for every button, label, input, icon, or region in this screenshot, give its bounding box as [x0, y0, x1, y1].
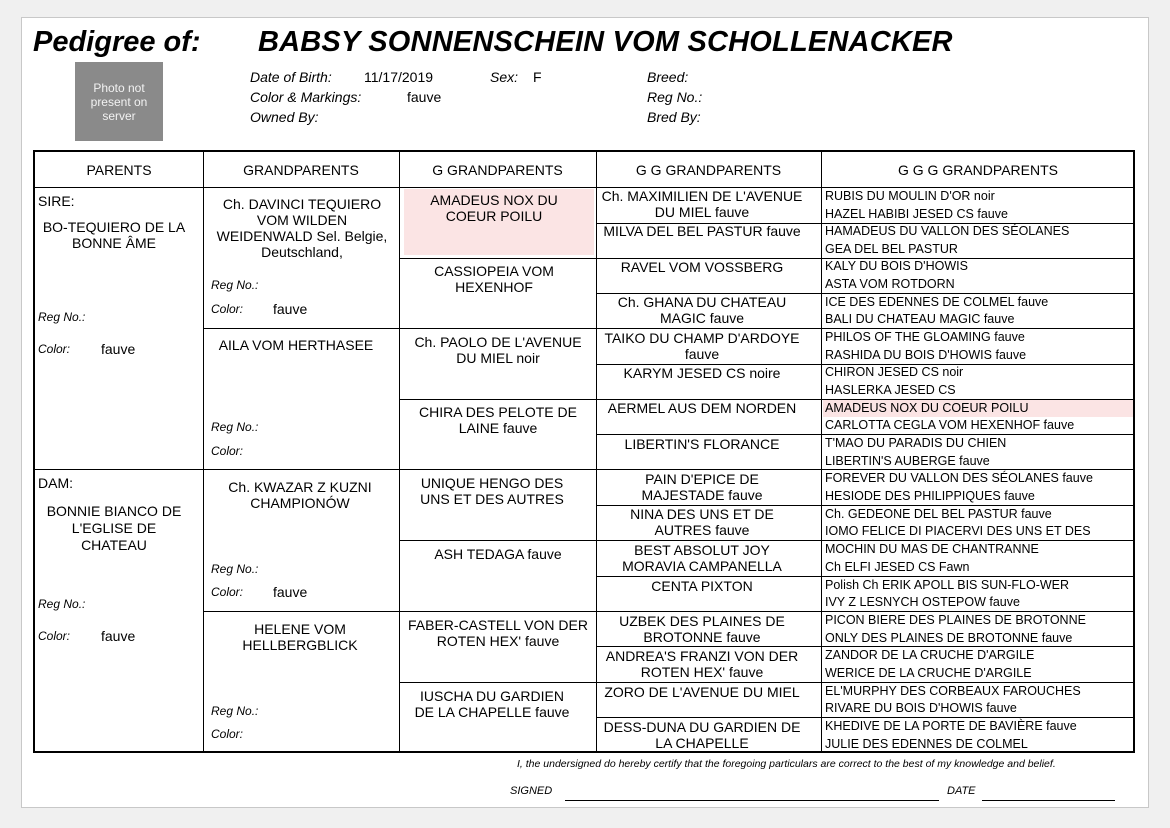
g-grandparents-divider: [399, 540, 1133, 541]
pedigree-title-label: Pedigree of:: [33, 26, 201, 58]
dam-label: DAM:: [38, 475, 73, 491]
g-grandparent-1: AMADEUS NOX DU COEUR POILU: [430, 192, 558, 224]
grandparent-1-color-value: fauve: [273, 301, 308, 317]
ggg-grandparent-8: BALI DU CHATEAU MAGIC fauve: [825, 312, 1015, 326]
grandparent-3-reg-label: Reg No.:: [211, 562, 259, 576]
ggg-grandparent-6: ASTA VOM ROTDORN: [825, 277, 955, 291]
gg-grandparent-10: NINA DES UNS ET DE AUTRES fauve: [630, 506, 774, 538]
ggg-grandparent-16: LIBERTIN'S AUBERGE fauve: [825, 454, 990, 468]
dam-reg-label: Reg No.:: [38, 597, 86, 611]
color-markings-label: Color & Markings:: [250, 89, 362, 105]
g-grandparent-6: ASH TEDAGA fauve: [434, 546, 562, 562]
color-markings-value: fauve: [407, 89, 442, 105]
ggg-grandparent-23: Polish Ch ERIK APOLL BIS SUN-FLO-WER: [825, 578, 1070, 592]
ggg-grandparent-18: HESIODE DES PHILIPPIQUES fauve: [825, 489, 1035, 503]
ggg-grandparent-30: RIVARE DU BOIS D'HOWIS fauve: [825, 701, 1017, 715]
ggg-grandparent-4: GEA DEL BEL PASTUR: [825, 242, 958, 256]
ggg-grandparent-13: AMADEUS NOX DU COEUR POILU: [825, 401, 1029, 415]
ggg-grandparent-17: FOREVER DU VALLON DES SÉOLANES fauve: [825, 471, 1093, 485]
gg-grandparent-13: UZBEK DES PLAINES DE BROTONNE fauve: [619, 613, 785, 645]
ggg-grandparent-2: HAZEL HABIBI JESED CS fauve: [825, 207, 1008, 221]
gg-grandparent-9: PAIN D'EPICE DE MAJESTADE fauve: [641, 471, 763, 503]
g-grandparent-7: FABER-CASTELL VON DER ROTEN HEX' fauve: [408, 617, 588, 649]
pedigree-table: [33, 150, 1135, 753]
gg-grandparent-6: KARYM JESED CS noire: [623, 365, 781, 381]
ggg-grandparent-9: PHILOS OF THE GLOAMING fauve: [825, 330, 1025, 344]
column-header-parents: PARENTS: [86, 162, 152, 178]
grandparent-2-color-label: Color:: [211, 444, 244, 458]
ggg-grandparent-29: EL'MURPHY DES CORBEAUX FAROUCHES: [825, 684, 1081, 698]
grandparent-1-color-label: Color:: [211, 302, 244, 316]
ggg-grandparent-31: KHEDIVE DE LA PORTE DE BAVIÈRE fauve: [825, 719, 1077, 733]
ggg-grandparent-32: JULIE DES EDENNES DE COLMEL: [825, 737, 1028, 751]
ggg-grandparent-28: WERICE DE LA CRUCHE D'ARGILE: [825, 666, 1032, 680]
g-grandparents-divider: [399, 682, 1133, 683]
date-line: [982, 800, 1115, 801]
g-grandparent-2: CASSIOPEIA VOM HEXENHOF: [434, 263, 554, 295]
sex-label: Sex:: [490, 69, 519, 85]
dob-value: 11/17/2019: [364, 69, 434, 85]
parents-divider: [35, 469, 1133, 470]
gg-grandparent-1: Ch. MAXIMILIEN DE L'AVENUE DU MIEL fauve: [601, 188, 803, 220]
column-header-gg-grandparents: G G GRANDPARENTS: [635, 162, 782, 178]
col-divider: [399, 152, 400, 751]
signature-line: [565, 800, 939, 801]
gg-grandparent-5: TAIKO DU CHAMP D'ARDOYE fauve: [604, 330, 800, 362]
grandparent-4-color-label: Color:: [211, 727, 244, 741]
gg-grandparent-7: AERMEL AUS DEM NORDEN: [607, 400, 797, 416]
photo-placeholder: [75, 62, 163, 141]
gg-grandparent-16: DESS-DUNA DU GARDIEN DE LA CHAPELLE: [603, 719, 801, 751]
ggg-grandparent-5: KALY DU BOIS D'HOWIS: [825, 259, 968, 273]
gg-grandparents-divider: [596, 717, 1133, 718]
grandparent-1-reg-label: Reg No.:: [211, 278, 259, 292]
ggg-grandparent-22: Ch ELFI JESED CS Fawn: [825, 560, 970, 574]
photo-placeholder-text: Photo not present on server: [90, 80, 148, 123]
col-divider: [203, 152, 204, 751]
ggg-grandparent-24: IVY Z LESNYCH OSTEPOW fauve: [825, 595, 1020, 609]
grandparent-4-reg-label: Reg No.:: [211, 704, 259, 718]
sire-label: SIRE:: [38, 193, 75, 209]
signed-label: SIGNED: [510, 785, 553, 797]
column-header-ggg-grandparents: G G G GRANDPARENTS: [898, 162, 1058, 178]
dog-name: BABSY SONNENSCHEIN VOM SCHOLLENACKER: [258, 26, 953, 58]
grandparent-4-name: HELENE VOM HELLBERGBLICK: [242, 621, 358, 653]
ggg-grandparent-11: CHIRON JESED CS noir: [825, 365, 964, 379]
owned-by-label: Owned By:: [250, 109, 319, 125]
g-grandparent-8: IUSCHA DU GARDIEN DE LA CHAPELLE fauve: [414, 688, 570, 720]
gg-grandparent-12: CENTA PIXTON: [651, 578, 753, 594]
ggg-grandparent-1: RUBIS DU MOULIN D'OR noir: [825, 189, 995, 203]
gg-grandparent-8: LIBERTIN'S FLORANCE: [624, 436, 780, 452]
g-grandparent-4: CHIRA DES PELOTE DE LAINE fauve: [419, 404, 577, 436]
col-divider: [596, 152, 597, 751]
ggg-grandparent-14: CARLOTTA CEGLA VOM HEXENHOF fauve: [825, 418, 1075, 432]
ggg-grandparent-10: RASHIDA DU BOIS D'HOWIS fauve: [825, 348, 1027, 362]
grandparent-1-name: Ch. DAVINCI TEQUIERO VOM WILDEN WEIDENWALD Sel. Belgie, Deutschland,: [216, 196, 388, 260]
gg-grandparent-2: MILVA DEL BEL PASTUR fauve: [603, 223, 801, 239]
column-header-grandparents: GRANDPARENTS: [243, 162, 359, 178]
dam-name: BONNIE BIANCO DE L'EGLISE DE CHATEAU: [46, 503, 182, 553]
gg-grandparent-4: Ch. GHANA DU CHATEAU MAGIC fauve: [617, 294, 787, 326]
sex-value: F: [533, 69, 542, 85]
grandparent-3-name: Ch. KWAZAR Z KUZNI CHAMPIONÓW: [228, 479, 372, 511]
sire-reg-label: Reg No.:: [38, 310, 86, 324]
pedigree-page: [21, 17, 1149, 808]
ggg-grandparent-7: ICE DES EDENNES DE COLMEL fauve: [825, 295, 1049, 309]
certification-statement: I, the undersigned do hereby certify that the foregoing particulars are correct to the best of my knowledge and belief.: [517, 758, 1056, 770]
header-divider: [35, 187, 1133, 188]
ggg-grandparent-21: MOCHIN DU MAS DE CHANTRANNE: [825, 542, 1039, 556]
grandparent-2-name: AILA VOM HERTHASEE: [218, 337, 374, 353]
gg-grandparents-divider: [596, 434, 1133, 435]
grandparents-divider: [203, 328, 1133, 329]
breed-label: Breed:: [647, 69, 689, 85]
sire-color-value: fauve: [101, 341, 136, 357]
grandparents-divider: [203, 611, 1133, 612]
dob-label: Date of Birth:: [250, 69, 332, 85]
grandparent-3-color-label: Color:: [211, 585, 244, 599]
ggg-grandparent-27: ZANDOR DE LA CRUCHE D'ARGILE: [825, 648, 1035, 662]
ggg-grandparent-19: Ch. GEDEONE DEL BEL PASTUR fauve: [825, 507, 1052, 521]
bred-by-label: Bred By:: [647, 109, 701, 125]
col-divider: [821, 152, 822, 751]
gg-grandparent-14: ANDREA'S FRANZI VON DER ROTEN HEX' fauve: [605, 648, 799, 680]
ggg-grandparent-12: HASLERKA JESED CS: [825, 383, 956, 397]
gg-grandparent-15: ZORO DE L'AVENUE DU MIEL: [604, 684, 800, 700]
gg-grandparents-divider: [596, 576, 1133, 577]
grandparent-2-reg-label: Reg No.:: [211, 420, 259, 434]
reg-no-label: Reg No.:: [647, 89, 703, 105]
dam-color-label: Color:: [38, 629, 71, 643]
ggg-grandparent-15: T'MAO DU PARADIS DU CHIEN: [825, 436, 1007, 450]
gg-grandparent-3: RAVEL VOM VOSSBERG: [620, 259, 784, 275]
gg-grandparent-11: BEST ABSOLUT JOY MORAVIA CAMPANELLA: [622, 542, 782, 574]
ggg-grandparent-25: PICON BIERE DES PLAINES DE BROTONNE: [825, 613, 1086, 627]
sire-color-label: Color:: [38, 342, 71, 356]
dam-color-value: fauve: [101, 628, 136, 644]
grandparent-3-color-value: fauve: [273, 584, 308, 600]
g-grandparent-5: UNIQUE HENGO DES UNS ET DES AUTRES: [420, 475, 564, 507]
date-label: DATE: [947, 785, 976, 797]
g-grandparent-3: Ch. PAOLO DE L'AVENUE DU MIEL noir: [414, 334, 582, 366]
column-header-g-grandparents: G GRANDPARENTS: [432, 162, 563, 178]
ggg-grandparent-20: IOMO FELICE DI PIACERVI DES UNS ET DES: [825, 524, 1091, 538]
ggg-grandparent-3: HAMADEUS DU VALLON DES SÉOLANES: [825, 224, 1070, 238]
sire-name: BO-TEQUIERO DE LA BONNE ÂME: [42, 219, 186, 251]
ggg-grandparent-26: ONLY DES PLAINES DE BROTONNE fauve: [825, 631, 1073, 645]
gg-grandparents-divider: [596, 646, 1133, 647]
